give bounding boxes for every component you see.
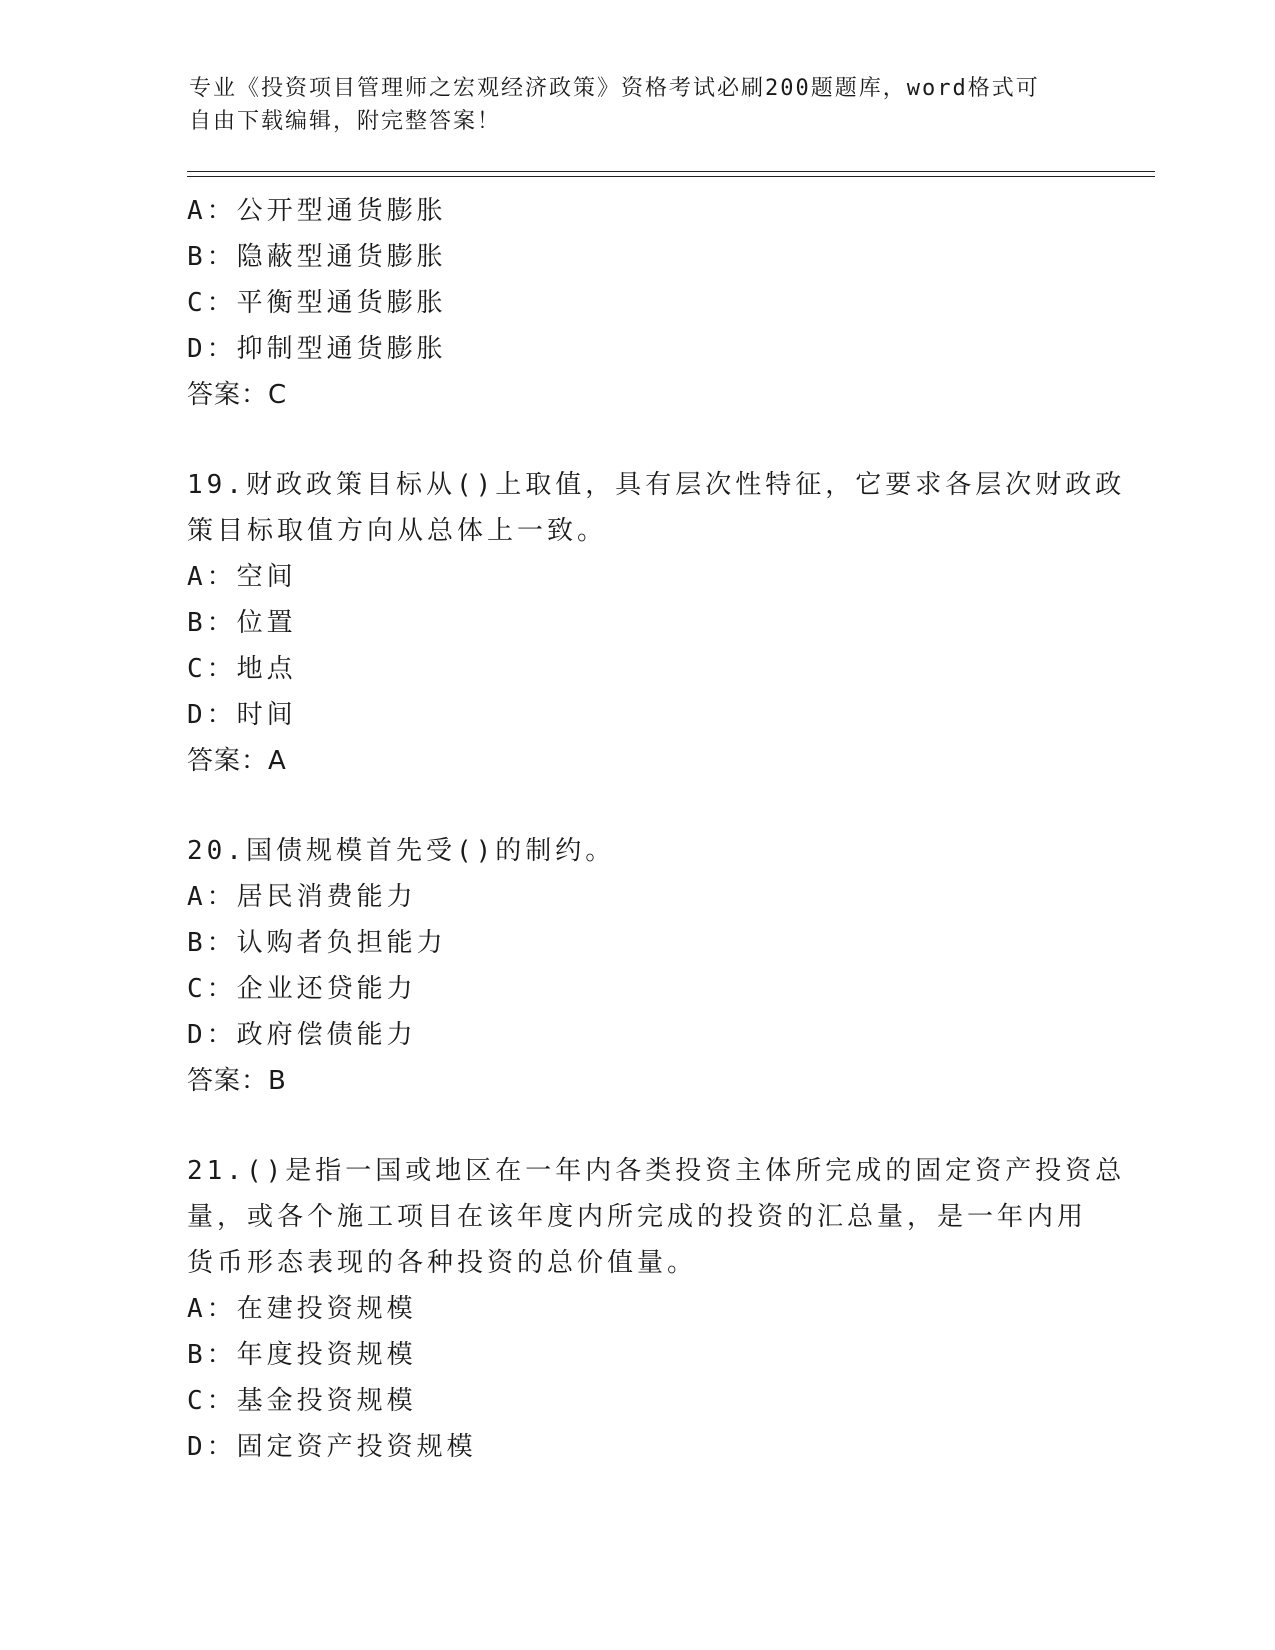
option-b: B：年度投资规模 — [187, 1340, 417, 1370]
header-title-line2: 自由下载编辑，附完整答案！ — [189, 109, 502, 134]
option-b: B：认购者负担能力 — [187, 928, 447, 958]
question-stem-line: 21.()是指一国或地区在一年内各类投资主体所完成的固定资产投资总 — [187, 1156, 1126, 1186]
question-18 — [187, 188, 1087, 418]
question-stem-line: 策目标取值方向从总体上一致。 — [187, 516, 608, 546]
option-c: C：企业还贷能力 — [187, 974, 417, 1004]
answer: 答案：A — [187, 746, 287, 776]
option-b: B：位置 — [187, 608, 297, 638]
option-a: A：公开型通货膨胀 — [187, 196, 447, 226]
document-header — [189, 72, 1069, 138]
option-c: C：基金投资规模 — [187, 1386, 417, 1416]
option-d: D：时间 — [187, 700, 297, 730]
answer: 答案：C — [187, 380, 288, 410]
question-stem-line: 20.国债规模首先受()的制约。 — [187, 836, 616, 866]
header-rule-top — [187, 171, 1155, 172]
option-a: A：在建投资规模 — [187, 1294, 417, 1324]
option-d: D：抑制型通货膨胀 — [187, 334, 447, 364]
header-title-line1: 专业《投资项目管理师之宏观经济政策》资格考试必刷200题题库，word格式可 — [189, 76, 1040, 101]
option-b: B：隐蔽型通货膨胀 — [187, 242, 447, 272]
question-stem-line: 19.财政政策目标从()上取值，具有层次性特征，它要求各层次财政政 — [187, 470, 1126, 500]
option-d: D：固定资产投资规模 — [187, 1432, 477, 1462]
option-a: A：居民消费能力 — [187, 882, 417, 912]
option-c: C：地点 — [187, 654, 297, 684]
answer: 答案：B — [187, 1066, 287, 1096]
option-a: A：空间 — [187, 562, 297, 592]
question-20 — [187, 828, 1087, 1104]
question-21 — [187, 1148, 1126, 1470]
question-stem-line: 量，或各个施工项目在该年度内所完成的投资的汇总量，是一年内用 — [187, 1202, 1088, 1232]
question-stem-line: 货币形态表现的各种投资的总价值量。 — [187, 1248, 698, 1278]
option-d: D：政府偿债能力 — [187, 1020, 417, 1050]
header-rule-bottom — [187, 176, 1155, 177]
question-19 — [187, 462, 1126, 784]
question-list — [187, 188, 1126, 1470]
option-c: C：平衡型通货膨胀 — [187, 288, 447, 318]
